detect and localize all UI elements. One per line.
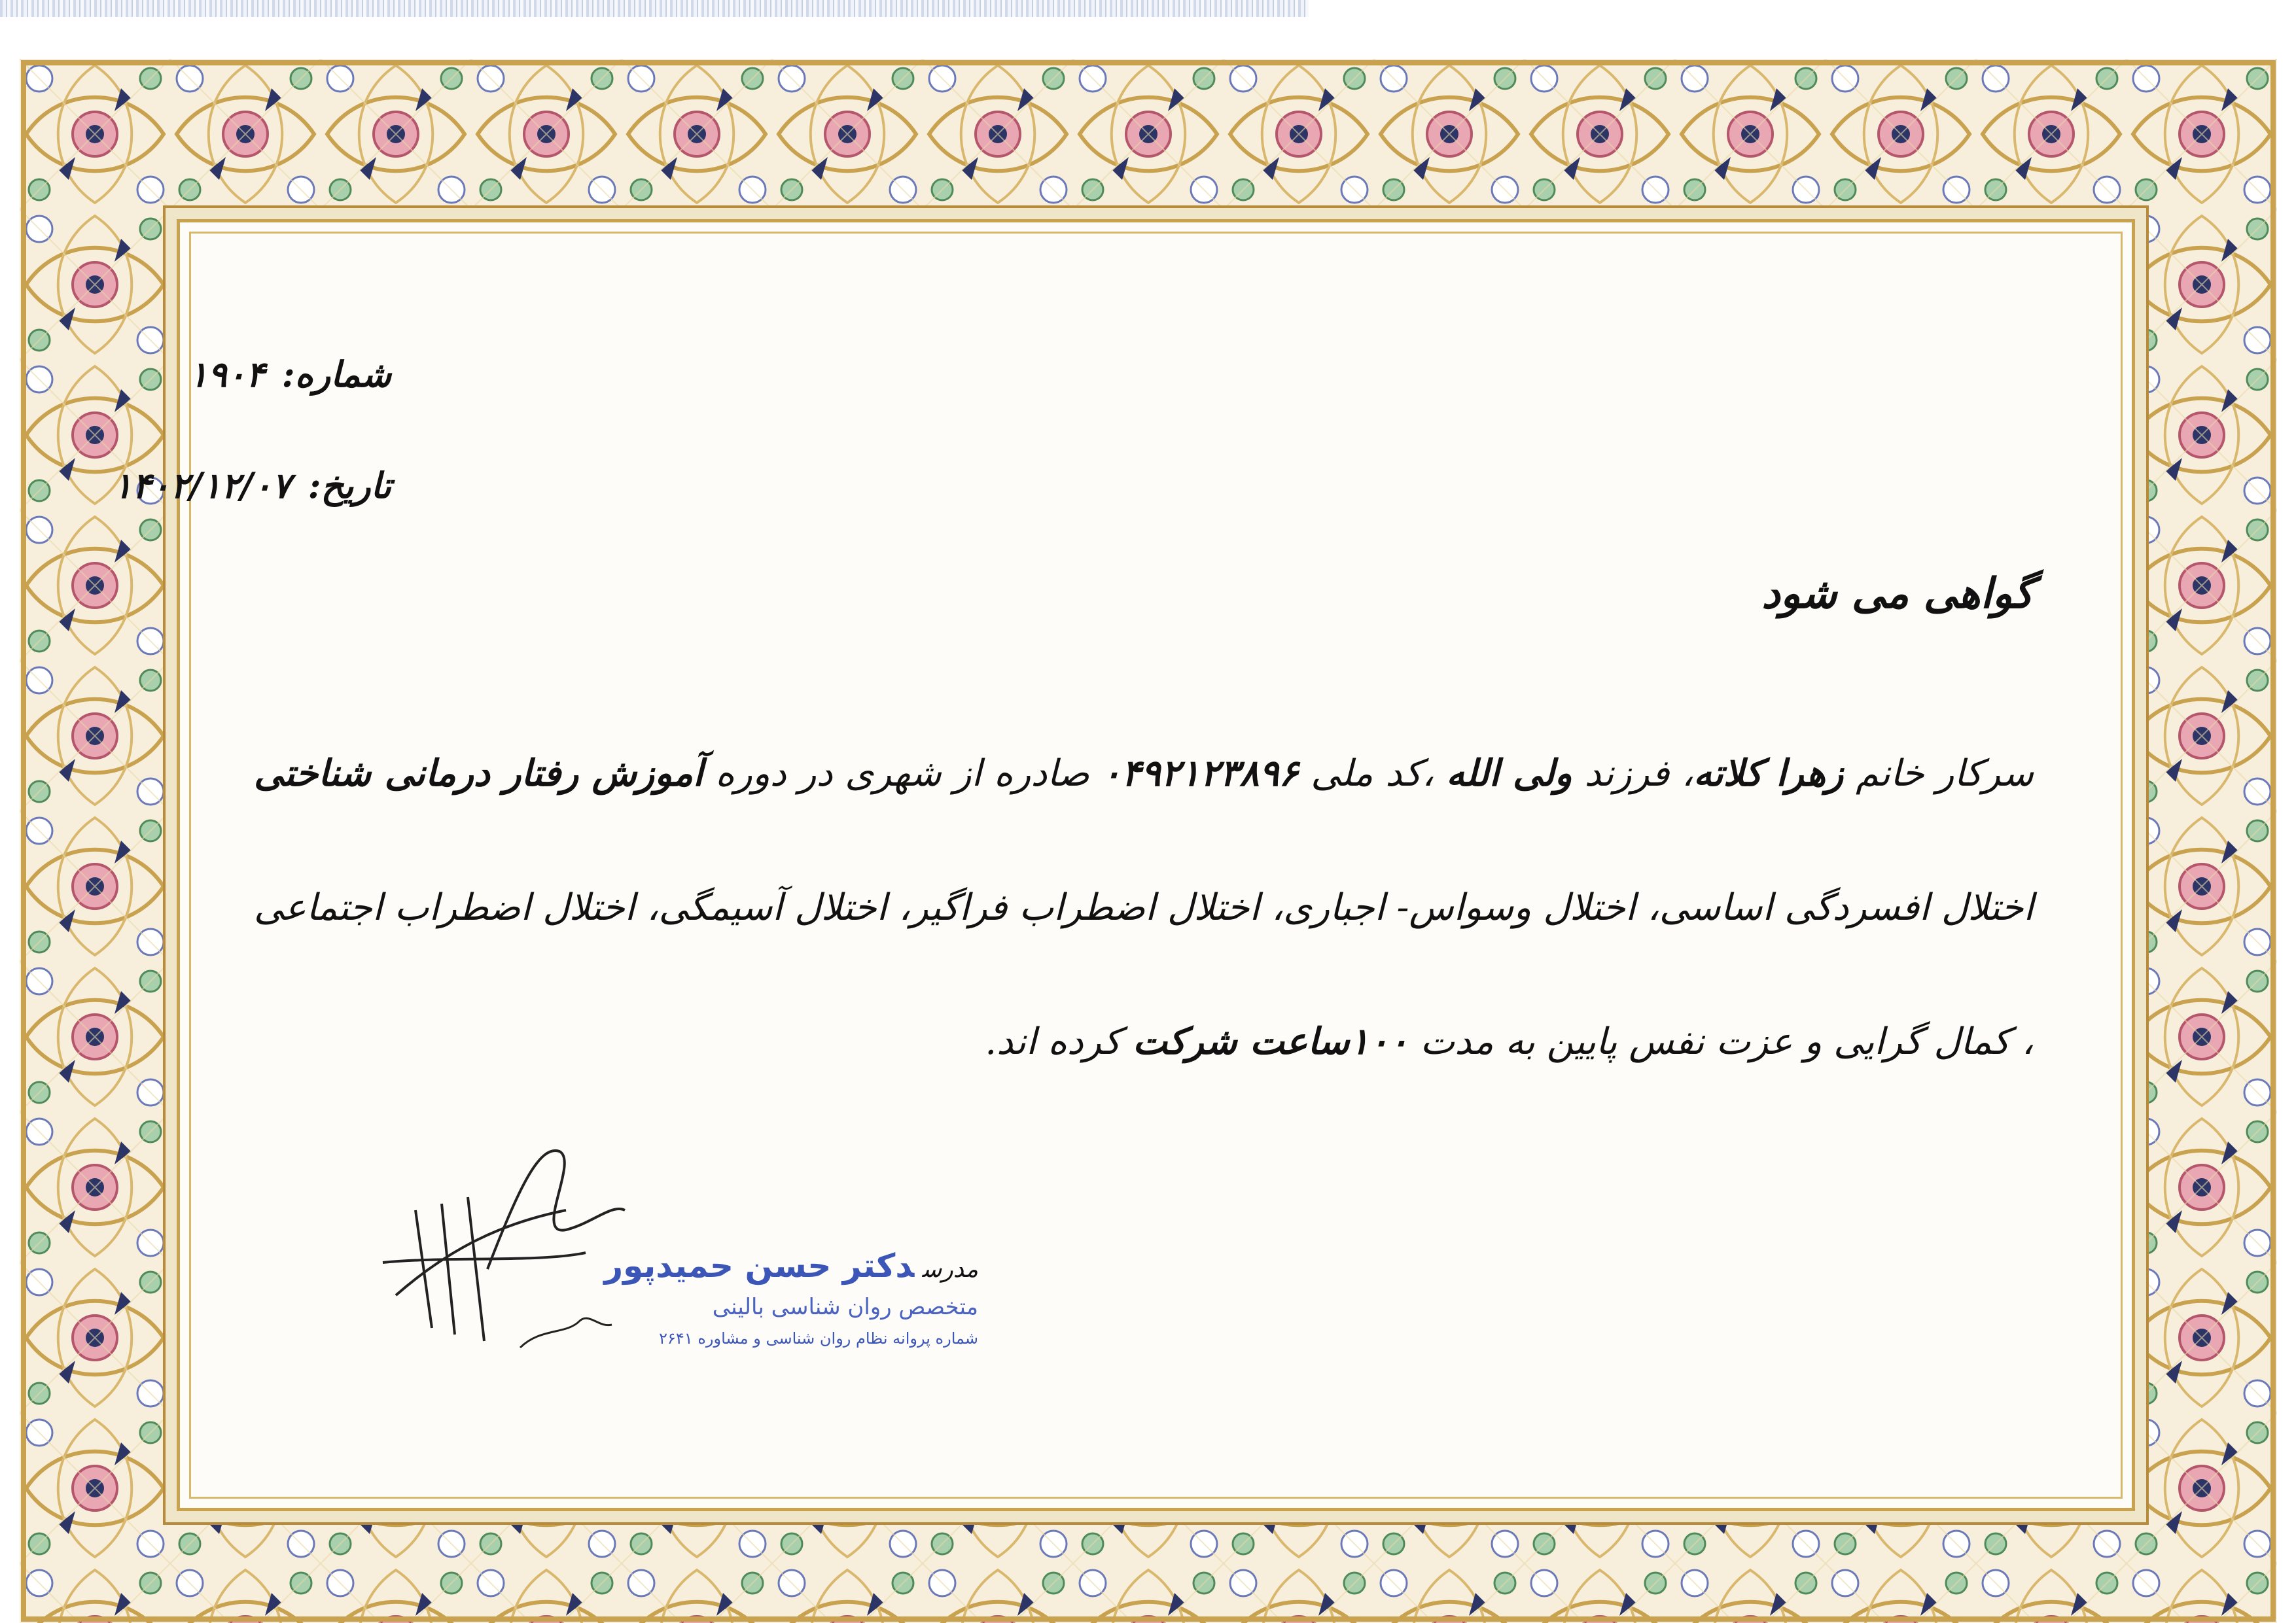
- national-id: ۰۴۹۲۱۲۳۸۹۶: [1101, 752, 1299, 795]
- body-part-4: صادره از شهری در دوره: [703, 752, 1102, 795]
- stamp-license: شماره پروانه نظام روان شناسی و مشاوره ۲۶۴۱: [659, 1329, 978, 1348]
- body-part-5: اختلال افسردگی اساسی، اختلال وسواس- اجباری، اختلال اضطراب فراگیر، اختلال آسیمگی، اختلال اضطراب اجتماعی ، کمال گرایی و عزت نفس پایین به مدت: [254, 886, 2034, 1063]
- stamp-name-line: [586, 1243, 978, 1289]
- signature-block: [370, 1132, 985, 1367]
- certificate-heading: گواهی می شود: [1761, 569, 2034, 618]
- course-name: آموزش رفتار درمانی شناختی: [254, 752, 703, 795]
- certificate-body: [254, 707, 2034, 1109]
- date-value: ۱۴۰۲/۱۲/۰۷: [113, 464, 291, 506]
- recipient-name: زهرا کلاته: [1693, 752, 1844, 795]
- number-label: شماره:: [281, 353, 391, 395]
- stamp-role: مدرس: [922, 1256, 978, 1283]
- certificate-number: [189, 353, 391, 395]
- instructor-stamp: [586, 1243, 978, 1352]
- scan-artifact-stripe: [0, 0, 1309, 17]
- date-label: تاریخ:: [308, 464, 391, 506]
- body-part-1: سرکار خانم: [1843, 752, 2034, 795]
- course-duration: ۱۰۰ساعت شرکت: [1133, 1020, 1409, 1063]
- body-part-2: ، فرزند: [1572, 752, 1694, 795]
- stamp-name: دکتر حسن حمیدپور: [604, 1247, 915, 1285]
- certificate-date: [113, 464, 391, 506]
- number-value: ۱۹۰۴: [188, 353, 265, 395]
- body-part-3: ،کد ملی: [1298, 752, 1447, 795]
- father-name: ولی الله: [1446, 752, 1572, 795]
- certificate-panel: [113, 222, 2132, 1508]
- body-part-6: کرده اند.: [985, 1021, 1133, 1063]
- stamp-specialty: متخصص روان شناسی بالینی: [712, 1294, 978, 1320]
